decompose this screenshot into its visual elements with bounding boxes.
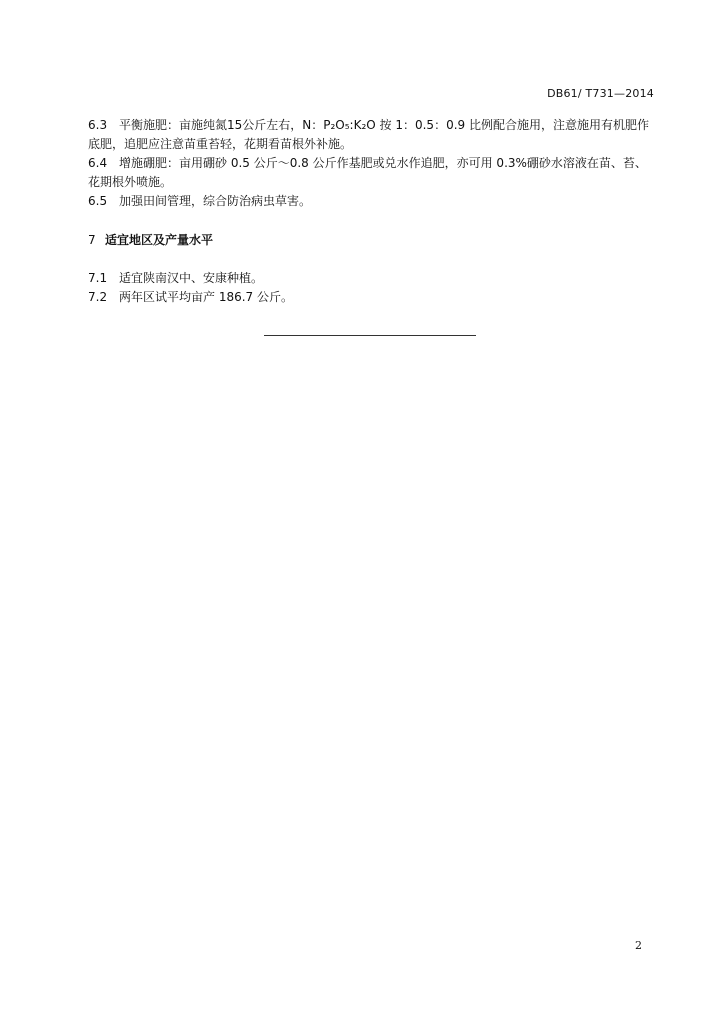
clause-number: 6.3 <box>88 118 108 132</box>
standard-number-header: DB61/ T731—2014 <box>547 87 654 100</box>
clause-number: 6.5 <box>88 194 108 208</box>
clause-text-continuation: 底肥，追肥应注意苗重苔轻，花期看苗根外补施。 <box>88 137 353 151</box>
clause-number: 7.2 <box>88 290 108 304</box>
clause-text-continuation: 花期根外喷施。 <box>88 175 173 189</box>
section-number: 7 <box>88 233 96 247</box>
clause-text: 增施硼肥：亩用硼砂 0.5 公斤～0.8 公斤作基肥或兑水作追肥，亦可用 0.3%硼砂水溶液在苗、苔、 <box>119 156 647 170</box>
end-of-document-rule <box>264 335 476 336</box>
clause-number: 6.4 <box>88 156 108 170</box>
page-number: 2 <box>635 939 642 952</box>
section-heading <box>88 231 213 250</box>
clause-text: 适宜陕南汉中、安康种植。 <box>119 271 264 285</box>
clause-7-1 <box>88 269 656 288</box>
clause-6-5 <box>88 192 656 211</box>
clause-6-3 <box>88 116 656 154</box>
clause-text: 平衡施肥：亩施纯氮15公斤左右，N：P₂O₅:K₂O 按 1：0.5：0.9 比例配合施用，注意施用有机肥作 <box>119 118 649 132</box>
clause-7-2 <box>88 288 656 307</box>
clause-text: 加强田间管理，综合防治病虫草害。 <box>119 194 312 208</box>
clause-6-4 <box>88 154 656 192</box>
clause-text: 两年区试平均亩产 186.7 公斤。 <box>119 290 293 304</box>
clause-number: 7.1 <box>88 271 108 285</box>
section-title: 适宜地区及产量水平 <box>105 233 214 247</box>
